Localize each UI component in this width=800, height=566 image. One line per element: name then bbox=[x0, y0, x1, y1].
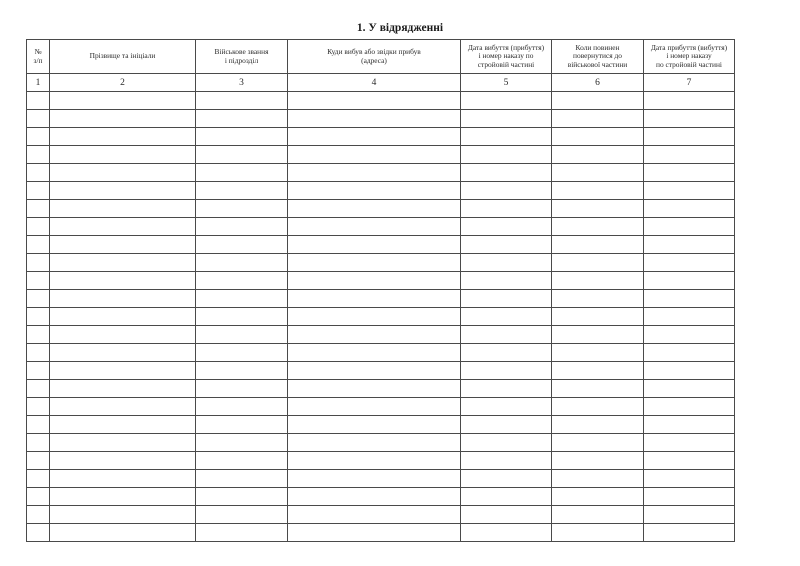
table-cell[interactable] bbox=[552, 146, 644, 164]
table-cell[interactable] bbox=[50, 416, 196, 434]
table-cell[interactable] bbox=[552, 128, 644, 146]
table-cell[interactable] bbox=[461, 398, 552, 416]
table-cell[interactable] bbox=[552, 182, 644, 200]
table-cell[interactable] bbox=[27, 236, 50, 254]
table-cell[interactable] bbox=[552, 398, 644, 416]
table-cell[interactable] bbox=[552, 110, 644, 128]
table-cell[interactable] bbox=[461, 488, 552, 506]
table-cell[interactable] bbox=[196, 452, 288, 470]
column-number: 4 bbox=[288, 74, 461, 92]
table-cell[interactable] bbox=[50, 452, 196, 470]
register-table bbox=[26, 39, 735, 542]
table-row bbox=[27, 470, 735, 488]
table-cell[interactable] bbox=[50, 434, 196, 452]
table-cell[interactable] bbox=[461, 290, 552, 308]
table-cell[interactable] bbox=[461, 344, 552, 362]
table-cell[interactable] bbox=[196, 254, 288, 272]
table-cell[interactable] bbox=[288, 164, 461, 182]
table-cell[interactable] bbox=[552, 272, 644, 290]
table-cell[interactable] bbox=[644, 272, 735, 290]
table-cell[interactable] bbox=[50, 146, 196, 164]
table-cell[interactable] bbox=[644, 416, 735, 434]
table-cell[interactable] bbox=[27, 146, 50, 164]
table-row bbox=[27, 272, 735, 290]
table-cell[interactable] bbox=[196, 326, 288, 344]
table-cell[interactable] bbox=[27, 110, 50, 128]
table-cell[interactable] bbox=[50, 92, 196, 110]
header-rank-unit: Військове звання і підрозділ bbox=[196, 40, 288, 74]
table-cell[interactable] bbox=[196, 236, 288, 254]
table-cell[interactable] bbox=[50, 380, 196, 398]
table-cell[interactable] bbox=[644, 146, 735, 164]
table-cell[interactable] bbox=[288, 182, 461, 200]
table-cell[interactable] bbox=[196, 308, 288, 326]
table-cell[interactable] bbox=[552, 290, 644, 308]
table-cell[interactable] bbox=[50, 362, 196, 380]
table-cell[interactable] bbox=[644, 92, 735, 110]
table-cell[interactable] bbox=[50, 182, 196, 200]
table-cell[interactable] bbox=[196, 218, 288, 236]
table-row bbox=[27, 398, 735, 416]
header-destination-address: Куди вибув або звідки прибув (адреса) bbox=[288, 40, 461, 74]
table-cell[interactable] bbox=[288, 92, 461, 110]
table-cell[interactable] bbox=[461, 200, 552, 218]
table-cell[interactable] bbox=[288, 362, 461, 380]
table-cell[interactable] bbox=[50, 326, 196, 344]
table-row bbox=[27, 506, 735, 524]
table-cell[interactable] bbox=[552, 254, 644, 272]
table-cell[interactable] bbox=[196, 380, 288, 398]
table-row bbox=[27, 452, 735, 470]
table-cell[interactable] bbox=[27, 92, 50, 110]
table-cell[interactable] bbox=[552, 218, 644, 236]
table-row bbox=[27, 344, 735, 362]
column-number: 2 bbox=[50, 74, 196, 92]
table-cell[interactable] bbox=[461, 524, 552, 542]
table-cell[interactable] bbox=[288, 254, 461, 272]
table-cell[interactable] bbox=[552, 326, 644, 344]
table-cell[interactable] bbox=[288, 434, 461, 452]
table-cell[interactable] bbox=[644, 488, 735, 506]
table-cell[interactable] bbox=[50, 200, 196, 218]
table-row bbox=[27, 488, 735, 506]
table-cell[interactable] bbox=[461, 470, 552, 488]
table-cell[interactable] bbox=[196, 272, 288, 290]
table-cell[interactable] bbox=[196, 362, 288, 380]
table-cell[interactable] bbox=[196, 110, 288, 128]
table-cell[interactable] bbox=[552, 470, 644, 488]
table-cell[interactable] bbox=[50, 272, 196, 290]
table-cell[interactable] bbox=[644, 254, 735, 272]
table-cell[interactable] bbox=[461, 434, 552, 452]
table-cell[interactable] bbox=[461, 452, 552, 470]
table-cell[interactable] bbox=[552, 452, 644, 470]
table-cell[interactable] bbox=[27, 362, 50, 380]
table-cell[interactable] bbox=[27, 308, 50, 326]
table-cell[interactable] bbox=[50, 344, 196, 362]
column-number-row bbox=[27, 74, 735, 92]
table-cell[interactable] bbox=[644, 470, 735, 488]
table-cell[interactable] bbox=[461, 92, 552, 110]
header-departure-date-order: Дата вибуття (прибуття) і номер наказу по стройовій частині bbox=[461, 40, 552, 74]
table-cell[interactable] bbox=[50, 398, 196, 416]
table-cell[interactable] bbox=[27, 182, 50, 200]
table-row bbox=[27, 524, 735, 542]
table-cell[interactable] bbox=[644, 506, 735, 524]
column-number: 1 bbox=[27, 74, 50, 92]
table-row bbox=[27, 326, 735, 344]
table-cell[interactable] bbox=[50, 524, 196, 542]
table-cell[interactable] bbox=[552, 380, 644, 398]
table-cell[interactable] bbox=[644, 110, 735, 128]
table-cell[interactable] bbox=[196, 398, 288, 416]
table-cell[interactable] bbox=[196, 434, 288, 452]
table-cell[interactable] bbox=[552, 362, 644, 380]
table-cell[interactable] bbox=[50, 218, 196, 236]
table-cell[interactable] bbox=[461, 218, 552, 236]
table-cell[interactable] bbox=[461, 128, 552, 146]
table-cell[interactable] bbox=[27, 452, 50, 470]
table-cell[interactable] bbox=[644, 182, 735, 200]
table-cell[interactable] bbox=[196, 92, 288, 110]
table-row bbox=[27, 128, 735, 146]
table-cell[interactable] bbox=[50, 290, 196, 308]
table-cell[interactable] bbox=[644, 398, 735, 416]
table-cell[interactable] bbox=[50, 470, 196, 488]
table-cell[interactable] bbox=[27, 164, 50, 182]
table-cell[interactable] bbox=[552, 416, 644, 434]
table-cell[interactable] bbox=[288, 506, 461, 524]
table-cell[interactable] bbox=[196, 488, 288, 506]
table-cell[interactable] bbox=[50, 254, 196, 272]
header-row bbox=[27, 40, 735, 74]
table-cell[interactable] bbox=[50, 236, 196, 254]
table-cell[interactable] bbox=[196, 164, 288, 182]
table-cell[interactable] bbox=[644, 200, 735, 218]
table-cell[interactable] bbox=[552, 236, 644, 254]
table-row bbox=[27, 200, 735, 218]
table-cell[interactable] bbox=[288, 488, 461, 506]
table-cell[interactable] bbox=[288, 128, 461, 146]
table-cell[interactable] bbox=[288, 380, 461, 398]
table-cell[interactable] bbox=[288, 146, 461, 164]
table-row bbox=[27, 416, 735, 434]
table-cell[interactable] bbox=[27, 128, 50, 146]
table-cell[interactable] bbox=[27, 254, 50, 272]
table-cell[interactable] bbox=[196, 182, 288, 200]
header-number: № з/п bbox=[27, 40, 50, 74]
table-cell[interactable] bbox=[50, 308, 196, 326]
table-cell[interactable] bbox=[461, 506, 552, 524]
table-row bbox=[27, 146, 735, 164]
table-cell[interactable] bbox=[552, 344, 644, 362]
table-row bbox=[27, 362, 735, 380]
table-cell[interactable] bbox=[644, 344, 735, 362]
table-cell[interactable] bbox=[288, 416, 461, 434]
table-cell[interactable] bbox=[461, 254, 552, 272]
table-cell[interactable] bbox=[644, 218, 735, 236]
table-cell[interactable] bbox=[461, 272, 552, 290]
table-cell[interactable] bbox=[288, 344, 461, 362]
table-row bbox=[27, 164, 735, 182]
table-row bbox=[27, 236, 735, 254]
table-cell[interactable] bbox=[196, 506, 288, 524]
table-cell[interactable] bbox=[644, 128, 735, 146]
table-cell[interactable] bbox=[288, 470, 461, 488]
column-number: 3 bbox=[196, 74, 288, 92]
table-cell[interactable] bbox=[288, 290, 461, 308]
table-row bbox=[27, 182, 735, 200]
table-cell[interactable] bbox=[644, 380, 735, 398]
table-cell[interactable] bbox=[644, 164, 735, 182]
table-cell[interactable] bbox=[461, 182, 552, 200]
header-arrival-date-order: Дата прибуття (вибуття) і номер наказу по стройовій частині bbox=[644, 40, 735, 74]
table-cell[interactable] bbox=[552, 434, 644, 452]
table-cell[interactable] bbox=[27, 326, 50, 344]
table-cell[interactable] bbox=[288, 272, 461, 290]
table-cell[interactable] bbox=[644, 308, 735, 326]
table-cell[interactable] bbox=[552, 92, 644, 110]
table-cell[interactable] bbox=[27, 524, 50, 542]
table-cell[interactable] bbox=[552, 200, 644, 218]
table-cell[interactable] bbox=[27, 290, 50, 308]
table-cell[interactable] bbox=[461, 416, 552, 434]
table-cell[interactable] bbox=[288, 110, 461, 128]
table-cell[interactable] bbox=[50, 506, 196, 524]
table-cell[interactable] bbox=[27, 434, 50, 452]
table-cell[interactable] bbox=[288, 398, 461, 416]
table-cell[interactable] bbox=[552, 308, 644, 326]
table-row bbox=[27, 218, 735, 236]
table-cell[interactable] bbox=[461, 110, 552, 128]
table-cell[interactable] bbox=[288, 326, 461, 344]
table-cell[interactable] bbox=[461, 308, 552, 326]
table-cell[interactable] bbox=[288, 452, 461, 470]
table-cell[interactable] bbox=[552, 164, 644, 182]
table-cell[interactable] bbox=[196, 200, 288, 218]
table-cell[interactable] bbox=[27, 470, 50, 488]
table-cell[interactable] bbox=[27, 344, 50, 362]
table-cell[interactable] bbox=[552, 506, 644, 524]
header-surname-initials: Прізвище та ініціали bbox=[50, 40, 196, 74]
table-cell[interactable] bbox=[644, 452, 735, 470]
table-row bbox=[27, 92, 735, 110]
table-cell[interactable] bbox=[552, 488, 644, 506]
table-cell[interactable] bbox=[27, 506, 50, 524]
table-cell[interactable] bbox=[644, 290, 735, 308]
table-cell[interactable] bbox=[27, 200, 50, 218]
table-cell[interactable] bbox=[461, 146, 552, 164]
column-number: 6 bbox=[552, 74, 644, 92]
table-cell[interactable] bbox=[461, 380, 552, 398]
table-cell[interactable] bbox=[461, 326, 552, 344]
table-cell[interactable] bbox=[27, 380, 50, 398]
table-cell[interactable] bbox=[644, 326, 735, 344]
table-row bbox=[27, 110, 735, 128]
column-number: 5 bbox=[461, 74, 552, 92]
table-cell[interactable] bbox=[196, 128, 288, 146]
table-cell[interactable] bbox=[644, 236, 735, 254]
table-cell[interactable] bbox=[196, 470, 288, 488]
header-return-due: Коли повинен повернутися до військової частини bbox=[552, 40, 644, 74]
table-cell[interactable] bbox=[27, 416, 50, 434]
table-cell[interactable] bbox=[644, 434, 735, 452]
column-number: 7 bbox=[644, 74, 735, 92]
table-cell[interactable] bbox=[27, 272, 50, 290]
table-cell[interactable] bbox=[27, 398, 50, 416]
table-cell[interactable] bbox=[50, 128, 196, 146]
table-cell[interactable] bbox=[644, 524, 735, 542]
table-cell[interactable] bbox=[196, 146, 288, 164]
table-cell[interactable] bbox=[644, 362, 735, 380]
table-cell[interactable] bbox=[288, 218, 461, 236]
table-cell[interactable] bbox=[27, 488, 50, 506]
table-row bbox=[27, 434, 735, 452]
table-cell[interactable] bbox=[461, 164, 552, 182]
table-cell[interactable] bbox=[288, 236, 461, 254]
table-cell[interactable] bbox=[50, 488, 196, 506]
table-cell[interactable] bbox=[288, 308, 461, 326]
table-cell[interactable] bbox=[50, 164, 196, 182]
table-cell[interactable] bbox=[50, 110, 196, 128]
table-cell[interactable] bbox=[288, 524, 461, 542]
table-row bbox=[27, 254, 735, 272]
table-row bbox=[27, 380, 735, 398]
table-row bbox=[27, 290, 735, 308]
table-cell[interactable] bbox=[196, 344, 288, 362]
table-cell[interactable] bbox=[196, 416, 288, 434]
table-cell[interactable] bbox=[196, 290, 288, 308]
table-cell[interactable] bbox=[27, 218, 50, 236]
table-cell[interactable] bbox=[552, 524, 644, 542]
table-cell[interactable] bbox=[461, 236, 552, 254]
table-cell[interactable] bbox=[288, 200, 461, 218]
table-cell[interactable] bbox=[461, 362, 552, 380]
page-title: 1. У відрядженні bbox=[356, 22, 444, 34]
table-row bbox=[27, 308, 735, 326]
table-cell[interactable] bbox=[196, 524, 288, 542]
